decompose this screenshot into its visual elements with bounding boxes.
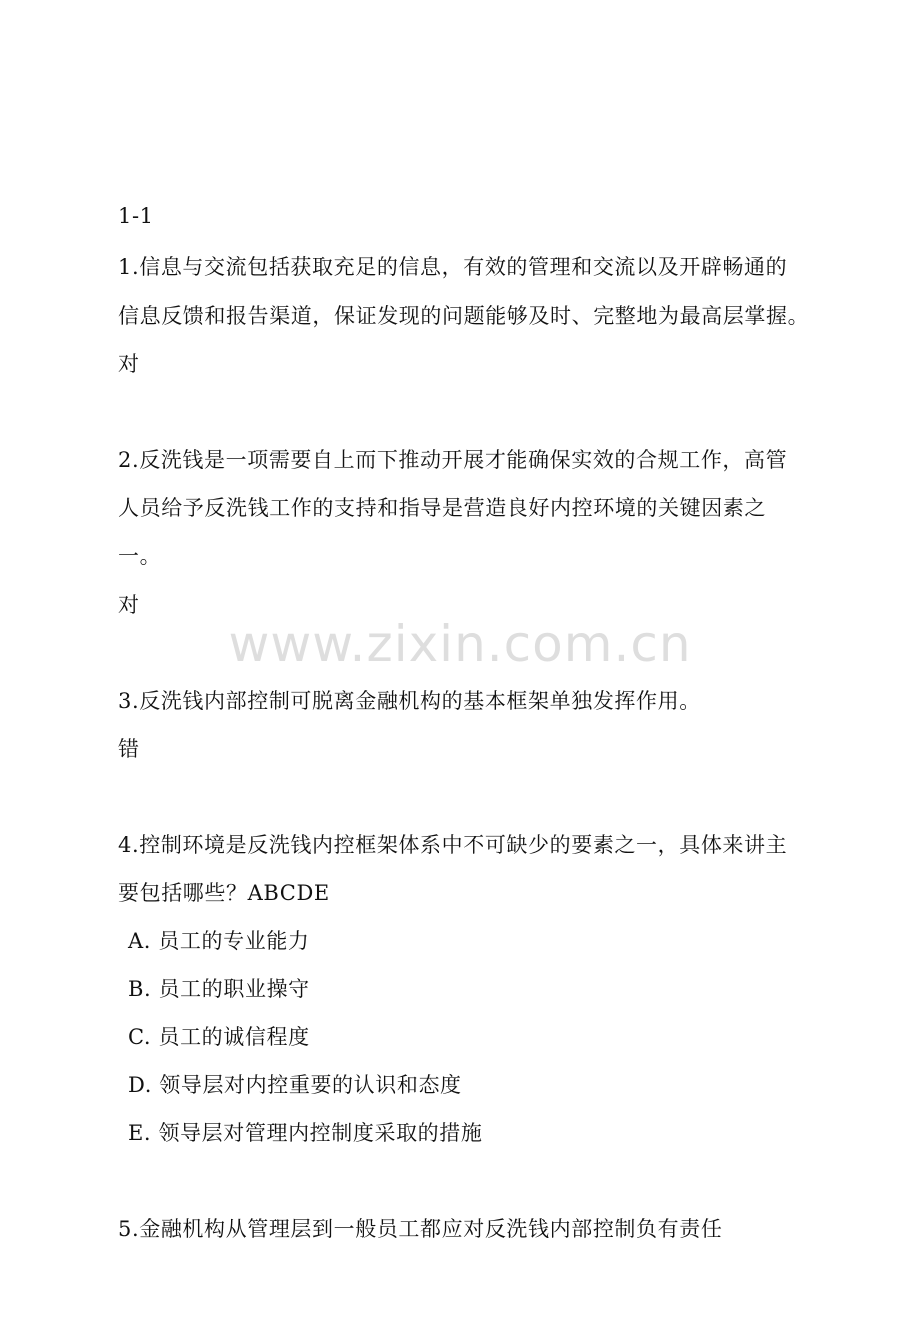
question-4-option-c: C. 员工的诚信程度 (128, 1025, 310, 1049)
question-5-line-1: 5.金融机构从管理层到一般员工都应对反洗钱内部控制负有责任 (118, 1217, 723, 1241)
question-4-line-2: 要包括哪些？ABCDE (118, 881, 330, 905)
question-1-answer: 对 (118, 352, 140, 376)
question-4-option-d: D. 领导层对内控重要的认识和态度 (128, 1073, 462, 1097)
question-4-option-a: A. 员工的专业能力 (128, 929, 310, 953)
question-4-line-1: 4.控制环境是反洗钱内控框架体系中不可缺少的要素之一，具体来讲主 (118, 833, 788, 857)
question-2-line-1: 2.反洗钱是一项需要自上而下推动开展才能确保实效的合规工作，高管 (118, 448, 788, 472)
question-2-answer: 对 (118, 593, 140, 617)
watermark: www.zixin.com.cn (228, 615, 692, 673)
question-3-line-1: 3.反洗钱内部控制可脱离金融机构的基本框架单独发挥作用。 (118, 689, 701, 713)
question-2-line-2: 人员给予反洗钱工作的支持和指导是营造良好内控环境的关键因素之 (118, 496, 766, 520)
question-4-option-b: B. 员工的职业操守 (128, 977, 310, 1001)
question-1-line-2: 信息反馈和报告渠道，保证发现的问题能够及时、完整地为最高层掌握。 (118, 304, 810, 328)
section-number: 1-1 (118, 204, 154, 228)
question-1-line-1: 1.信息与交流包括获取充足的信息，有效的管理和交流以及开辟畅通的 (118, 255, 788, 279)
question-2-line-3: 一。 (118, 544, 162, 568)
question-4-option-e: E. 领导层对管理内控制度采取的措施 (128, 1121, 483, 1145)
question-3-answer: 错 (118, 737, 140, 761)
